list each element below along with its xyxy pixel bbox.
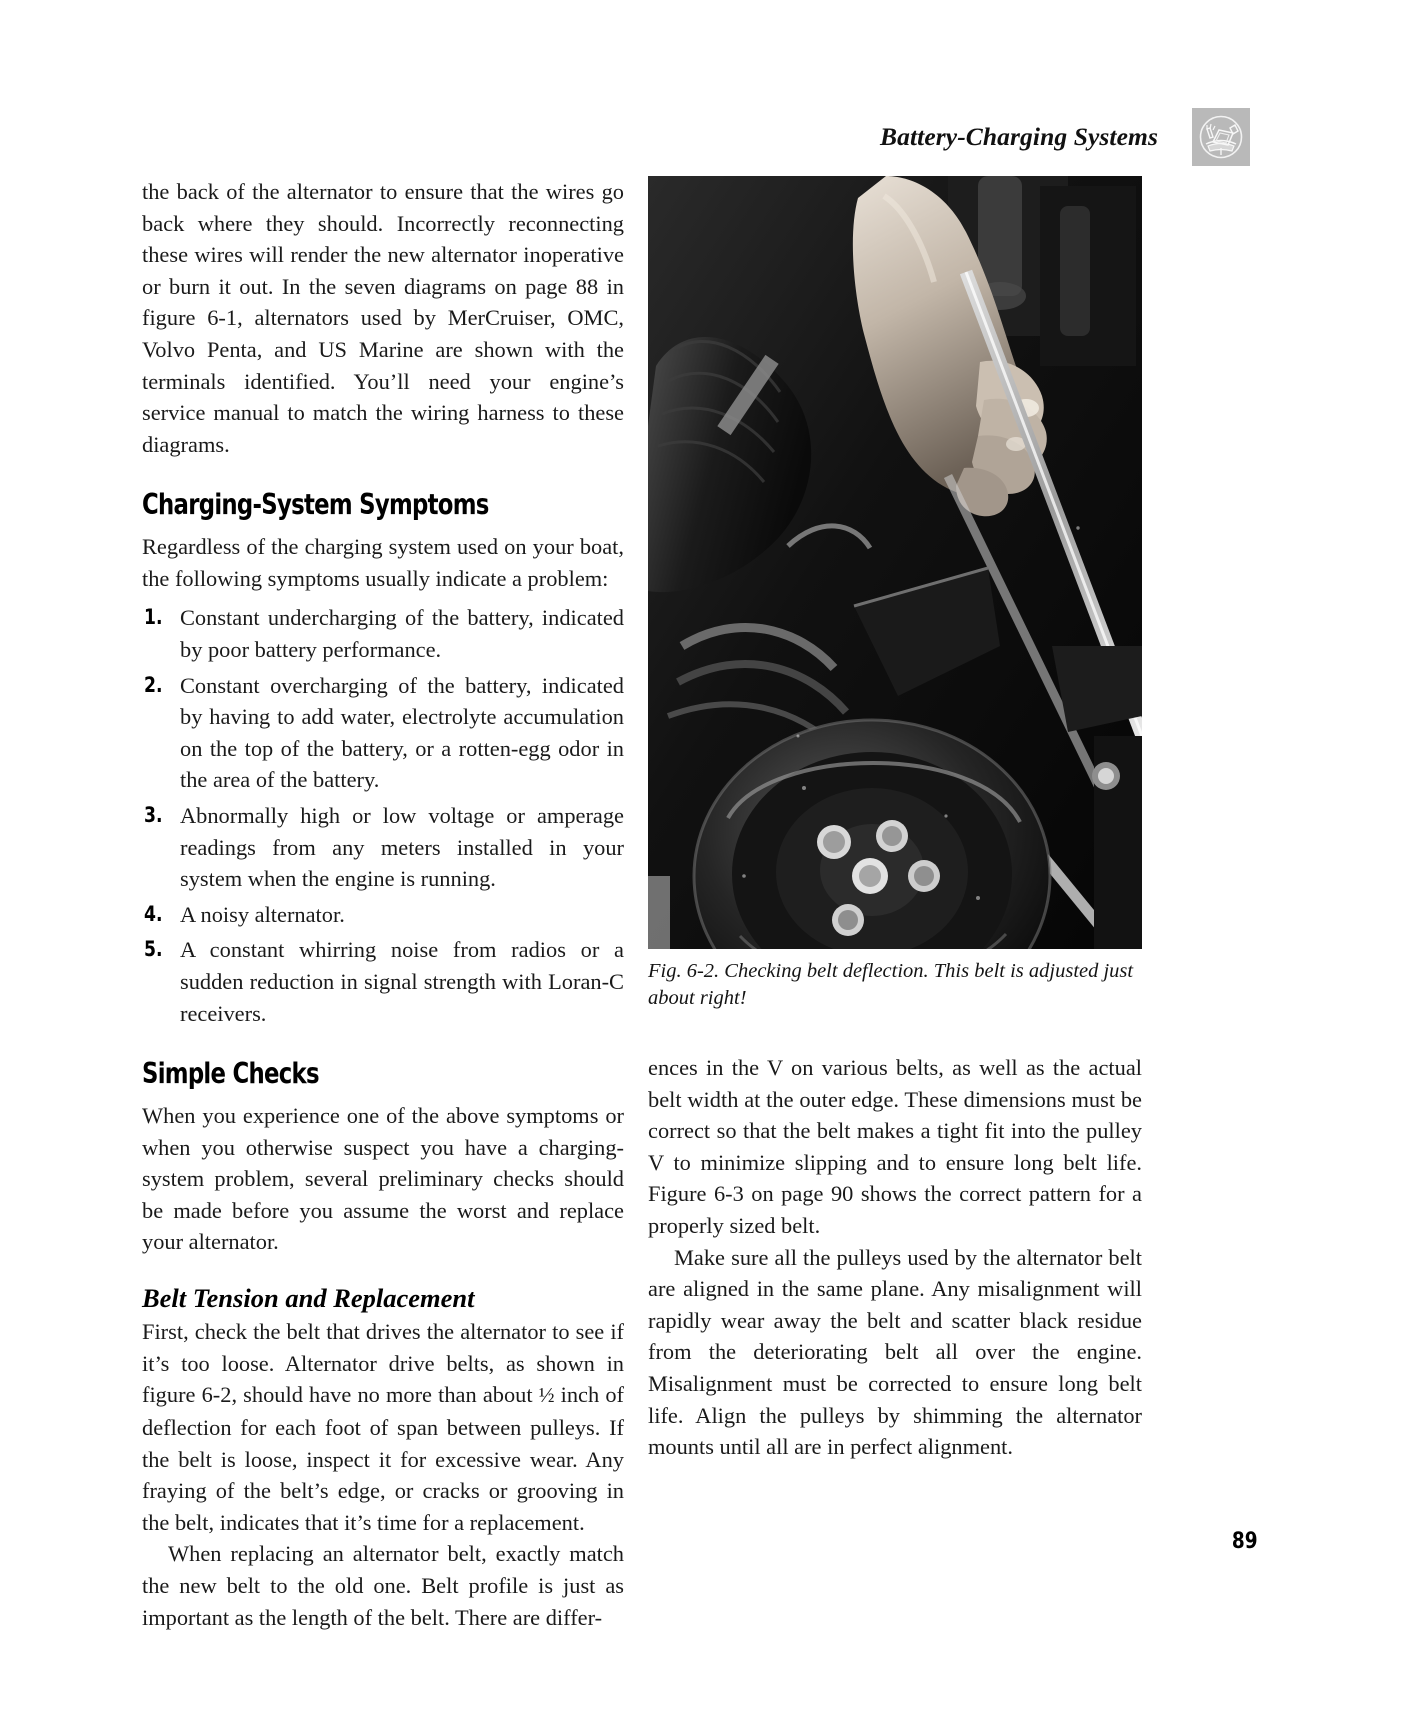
simple-checks-paragraph: When you experience one of the above symptoms or when you otherwise suspect you have a charging-system problem, several preliminary checks should be made before you assume the worst and replace your alternator. [142, 1103, 624, 1255]
symptoms-list [142, 602, 624, 1029]
belt-deflection-photo [648, 176, 1142, 949]
figure-caption: Fig. 6-2. Checking belt deflection. This belt is adjusted just about right! [648, 960, 1134, 1009]
list-item [142, 934, 624, 1029]
list-item-number: 4. [144, 901, 163, 926]
symptoms-lead-paragraph: Regardless of the charging system used on your boat, the following symptoms usually indicate a problem: [142, 534, 624, 591]
list-item-number: 3. [144, 803, 163, 828]
right-paragraph-2: Make sure all the pulleys used by the alternator belt are aligned in the same plane. Any misalignment will rapidly wear away the belt and scatter black residue from the deteriorating belt all over the engine. Misalignment must be corrected to ensure long belt life. Align the pulleys by shimming the alternator mounts until all are in perfect alignment. [648, 1244, 1142, 1460]
list-item [142, 800, 624, 895]
belt-tension-paragraph-1-part1: First, check the belt that drives the alternator to see if it’s too loose. Alternator drive belts, as shown in figure 6-2, should have no more than about [142, 1319, 624, 1408]
list-item-number: 5. [144, 937, 163, 962]
running-head [140, 108, 1250, 166]
belt-tension-paragraph-2: When replacing an alternator belt, exactly match the new belt to the old one. Belt profile is just as important as the length of the belt. There are differ- [142, 1541, 624, 1630]
belt-tension-paragraph-1 [142, 1316, 624, 1538]
list-item-number: 1. [144, 605, 163, 630]
page-title: Battery-Charging Systems [880, 122, 1158, 151]
heading-simple-checks: Simple Checks [142, 1057, 319, 1091]
list-item [142, 899, 624, 931]
engine-tools-badge-icon [1192, 108, 1250, 166]
left-column [142, 176, 624, 1633]
list-item-text: A constant whirring noise from radios or a sudden reduction in signal strength with Loran-C receivers. [180, 937, 624, 1026]
heading-charging-system-symptoms: Charging-System Symptoms [142, 488, 489, 522]
right-column [648, 1052, 1142, 1463]
list-item-text: Abnormally high or low voltage or amperage readings from any meters installed in your system when the engine is running. [180, 803, 624, 892]
list-item-text: A noisy alternator. [180, 901, 345, 927]
list-item [142, 670, 624, 796]
list-item-text: Constant overcharging of the battery, indicated by having to add water, electrolyte accumulation on the top of the battery, or a rotten-egg odor in the area of the battery. [180, 672, 624, 793]
list-item-number: 2. [144, 672, 163, 697]
half-inch-fraction: ½ [538, 1383, 555, 1408]
heading-belt-tension-and-replacement: Belt Tension and Replacement [142, 1283, 475, 1314]
list-item [142, 602, 624, 665]
page-number: 89 [1232, 1529, 1258, 1554]
intro-paragraph: the back of the alternator to ensure that the wires go back where they should. Incorrectly reconnecting these wires will render the new alternator inoperative or burn it out. In the seven diagrams on page 88 in figure 6-1, alternators used by MerCruiser, OMC, Volvo Penta, and US Marine are shown with the terminals identified. You’ll need your engine’s service manual to match the wiring harness to these diagrams. [142, 179, 624, 457]
list-item-text: Constant undercharging of the battery, indicated by poor battery performance. [180, 605, 624, 663]
figure-6-2 [648, 176, 1142, 1012]
right-paragraph-1: ences in the V on various belts, as well as the actual belt width at the outer edge. These dimensions must be correct so that the belt makes a tight fit into the pulley V to minimize slipping and to ensure long belt life. Figure 6-3 on page 90 shows the correct pattern for a properly sized belt. [648, 1055, 1142, 1238]
belt-tension-paragraph-1-part2: inch of deflection for each foot of span between pulleys. If the belt is loose, inspect it for excessive wear. Any fraying of the belt’s edge, or cracks or grooving in the belt, indicates that it’s time for a replacement. [142, 1382, 624, 1535]
